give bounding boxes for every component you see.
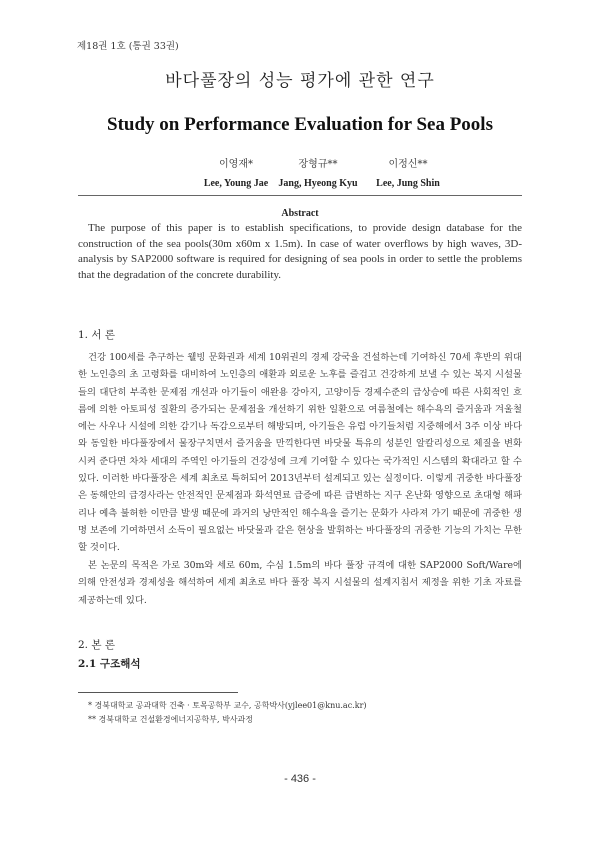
author-2 <box>272 155 364 189</box>
author-name-korean: 이영재* <box>219 159 253 170</box>
paper-title-korean: 바다풀장의 성능 평가에 관한 연구 <box>165 71 435 91</box>
title-divider <box>78 195 522 196</box>
author-3 <box>364 155 452 189</box>
section-1-paragraph-1 <box>78 349 522 557</box>
author-name-english: Lee, Jung Shin <box>376 178 440 189</box>
abstract-body <box>78 221 522 283</box>
page-number: - 436 - <box>284 773 316 785</box>
abstract-heading: Abstract <box>281 208 319 219</box>
paper-title-english: Study on Performance Evaluation for Sea Pools <box>107 114 493 135</box>
section-2-heading: 2. 본 론 <box>78 639 115 651</box>
author-name-english: Jang, Hyeong Kyu <box>278 178 358 189</box>
author-name-korean: 이정신** <box>388 159 428 170</box>
footnote-1: * 경북대학교 공과대학 건축 · 토목공학부 교수, 공학박사(yjlee01@knu.ac.kr) <box>88 701 367 710</box>
author-name-english: Lee, Young Jae <box>203 178 269 189</box>
footnote-2: ** 경북대학교 건설환경에너지공학부, 박사과정 <box>88 715 254 724</box>
section-2-1-subheading: 2.1 구조해석 <box>78 658 141 670</box>
journal-issue-header: 제18권 1호 (통권 33권) <box>77 41 179 52</box>
abstract-text: The purpose of this paper is to establish specifications, to provide design database for the construction of the sea pools(30m x60m x 1.5m). In case of water overflows by high waves, 3D-analysis by SAP2000 software is required for designing of sea pools in order to settle the problems that the degradation of the concrete durability. <box>78 222 522 281</box>
author-1 <box>196 155 276 189</box>
author-name-korean: 장형규** <box>298 159 338 170</box>
section-1-heading: 1. 서 론 <box>78 329 115 341</box>
paragraph-text: 건강 100세를 추구하는 웰빙 문화권과 세계 10위권의 경제 강국을 건설하는데 기여하신 70세 후반의 위대한 노인층의 초 고령화를 대비하여 노인층의 애환과 외로운 노후를 즐겁고 건강하게 보낼 수 있는 복지 시설물들의 대단히 부족한 문제점 개선과 아기들이 애완용 강아지, 고양이등 경제수준의 급상승에 따른 사회적인 흐름에 의한 아토피성 질환의 증가되는 문제점을 개선하기 위한 일환으로 여름철에는 해수욕의 즐거움과 겨울철에는 사우나 시설에 의한 감기나 독감으로부터 해방되며, 아기들은 유럽 아기들처럼 지중해에서 3주 이상 바다와 동일한 바다풀장에서 물장구치면서 즐거움을 만끽한다면 바닷물 특유의 성분인 알칼리성으로 체질을 변화시켜 준다면 차차 세대의 주역인 아기들의 건강성에 크게 기여할 수 있다는 국가적인 시스템의 확대라고 할 수 있다. 이러한 바다풀장은 세계 최초로 특허되어 2013년부터 설계되고 있는 실정이다. 이렇게 귀중한 바다풀장은 동해안의 급경사라는 안전적인 문제점과 화석연료 급증에 따른 급변하는 지구 온난화 영향으로 초대형 해파리나 예측 불허한 이만큼 발생 때문에 과거의 낭만적인 해수욕을 즐기는 문화가 사라져 가기 때문에 귀중한 생명 보존에 기여하면서 소득이 필요없는 바닷물과 같은 현상을 발휘하는 바다풀장의 귀중한 기능의 가치는 무한할 것이다. <box>78 352 522 554</box>
paragraph-text: 본 논문의 목적은 가로 30m와 세로 60m, 수심 1.5m의 바다 풀장 규격에 대한 SAP2000 Soft/Ware에 의해 안전성과 경제성을 해석하여 세계 최초로 바다 풀장 복지 시설물의 설계지침서 제정을 위한 기초 자료를 제공하는데 있다. <box>78 560 522 606</box>
footnote-divider <box>78 692 238 693</box>
section-1-paragraph-2 <box>78 557 522 609</box>
